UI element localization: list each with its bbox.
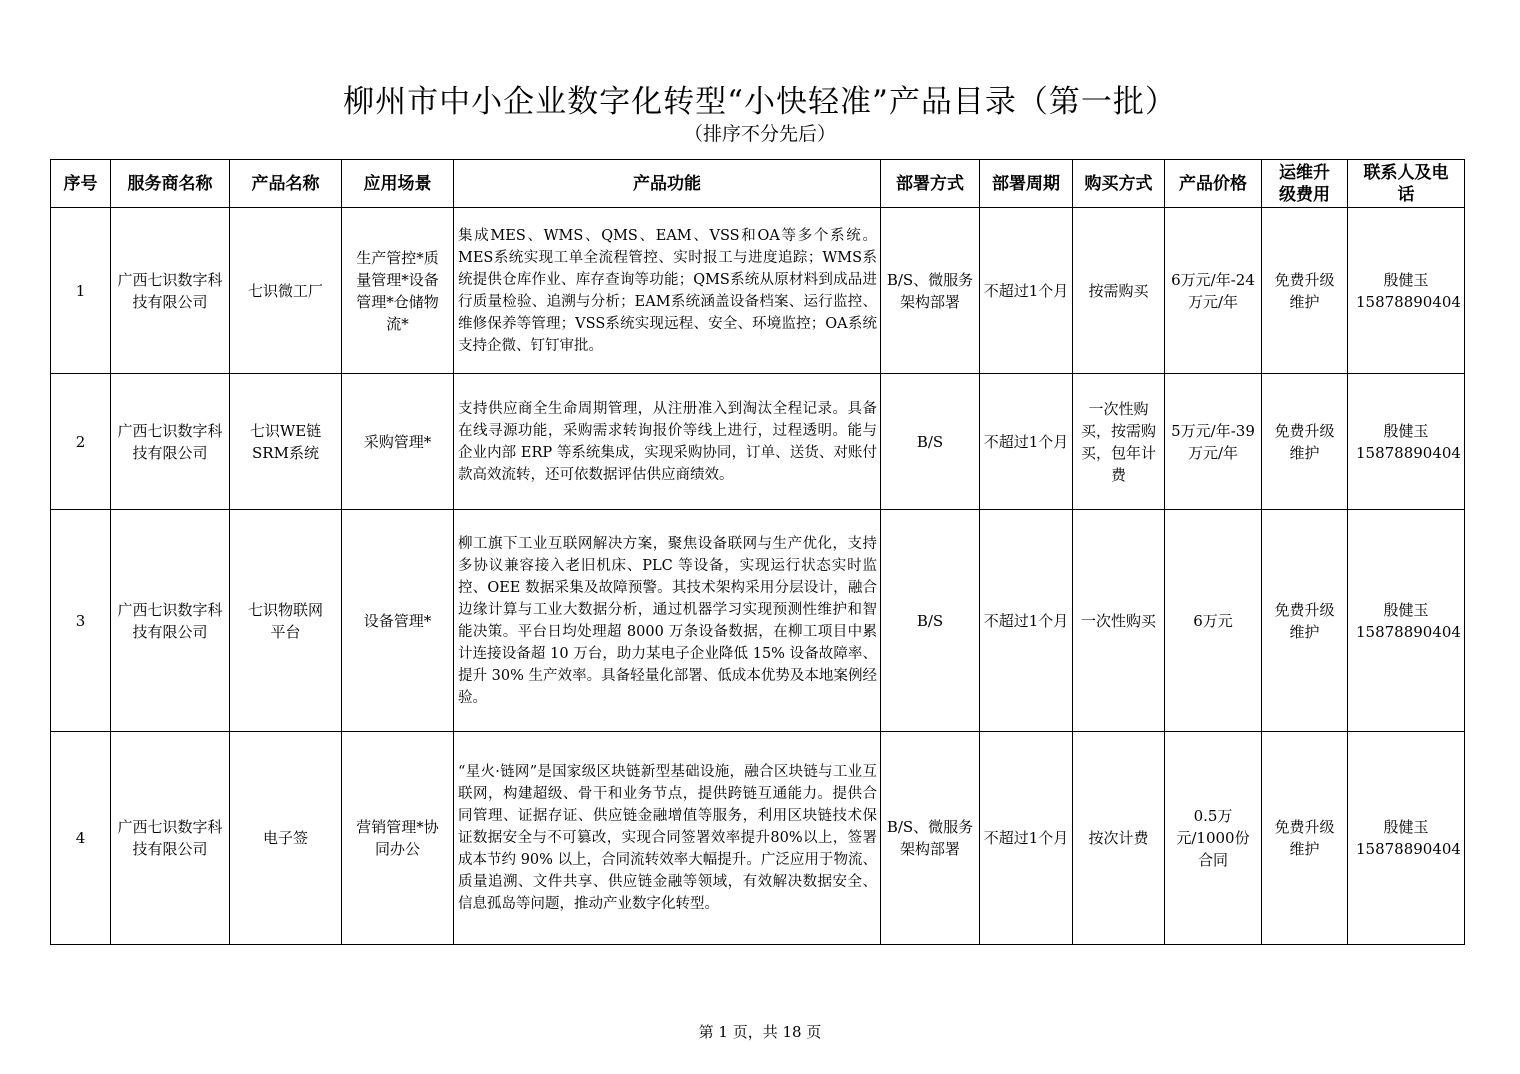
cell-price: 6万元 [1165,510,1262,732]
header-provider: 服务商名称 [111,160,230,208]
cell-function: 柳工旗下工业互联网解决方案，聚焦设备联网与生产优化，支持多协议兼容接入老旧机床、PLC 等设备，实现运行状态实时监控、OEE 数据采集及故障预警。其技术架构采用分层设计，融合边缘计算与工业大数据分析，通过机器学习实现预测性维护和智能决策。平台日均处理超 8000 万条设备数据，在柳工项目中累计连接设备超 10 万台，助力某电子企业降低 15% 设备故障率、提升 30% 生产效率。具备轻量化部署、低成本优势及本地案例经验。 [454,510,881,732]
cell-provider: 广西七识数字科技有限公司 [111,732,230,945]
cell-contact: 殷健玉15878890404 [1348,510,1465,732]
page-title: 柳州市中小企业数字化转型“小快轻准”产品目录（第一批） [343,84,1177,120]
cell-maintenance: 免费升级维护 [1262,208,1348,374]
cell-price: 0.5万元/1000份合同 [1165,732,1262,945]
cell-provider: 广西七识数字科技有限公司 [111,510,230,732]
cell-contact: 殷健玉15878890404 [1348,374,1465,510]
page-footer: 第 1 页，共 18 页 [698,1023,822,1041]
header-purchase: 购买方式 [1073,160,1165,208]
cell-provider: 广西七识数字科技有限公司 [111,208,230,374]
cell-purchase: 按需购买 [1073,208,1165,374]
cell-purchase: 按次计费 [1073,732,1165,945]
cell-scenario: 营销管理*协同办公 [342,732,454,945]
page-subtitle: （排序不分先后） [683,123,836,145]
cell-scenario: 采购管理* [342,374,454,510]
cell-deploy-mode: B/S、微服务架构部署 [881,208,980,374]
cell-product: 七识物联网平台 [230,510,342,732]
cell-contact: 殷健玉15878890404 [1348,732,1465,945]
table-row [51,510,1465,732]
cell-scenario: 生产管控*质量管理*设备管理*仓储物流* [342,208,454,374]
cell-function: 集成MES、WMS、QMS、EAM、VSS和OA等多个系统。MES系统实现工单全流程管控、实时报工与进度追踪；WMS系统提供仓库作业、库存查询等功能；QMS系统从原材料到成品进行质量检验、追溯与分析；EAM系统涵盖设备档案、运行监控、维修保养等管理；VSS系统实现远程、安全、环境监控；OA系统支持企微、钉钉审批。 [454,208,881,374]
cell-product: 七识微工厂 [230,208,342,374]
table-row [51,208,1465,374]
cell-price: 5万元/年-39万元/年 [1165,374,1262,510]
cell-price: 6万元/年-24万元/年 [1165,208,1262,374]
table-header-row [51,160,1465,208]
table-row [51,732,1465,945]
header-deploy-mode: 部署方式 [881,160,980,208]
header-deploy-cycle: 部署周期 [980,160,1073,208]
cell-product: 电子签 [230,732,342,945]
table-row [51,374,1465,510]
header-contact: 联系人及电话 [1348,160,1465,208]
cell-deploy-cycle: 不超过1个月 [980,732,1073,945]
cell-product: 七识WE链SRM系统 [230,374,342,510]
cell-no: 4 [51,732,111,945]
header-function: 产品功能 [454,160,881,208]
cell-deploy-cycle: 不超过1个月 [980,208,1073,374]
product-catalog-table [50,159,1465,945]
cell-function: “星火·链网”是国家级区块链新型基础设施，融合区块链与工业互联网，构建超级、骨干和业务节点，提供跨链互通能力。提供合同管理、证据存证、供应链金融增值等服务，利用区块链技术保证数据安全与不可篡改，实现合同签署效率提升80%以上，签署成本节约 90% 以上，合同流转效率大幅提升。广泛应用于物流、质量追溯、文件共享、供应链金融等领域，有效解决数据安全、信息孤岛等问题，推动产业数字化转型。 [454,732,881,945]
cell-purchase: 一次性购买，按需购买，包年计费 [1073,374,1165,510]
cell-no: 3 [51,510,111,732]
cell-maintenance: 免费升级维护 [1262,374,1348,510]
header-price: 产品价格 [1165,160,1262,208]
cell-deploy-mode: B/S、微服务架构部署 [881,732,980,945]
cell-scenario: 设备管理* [342,510,454,732]
cell-deploy-mode: B/S [881,374,980,510]
cell-deploy-cycle: 不超过1个月 [980,374,1073,510]
cell-no: 2 [51,374,111,510]
cell-maintenance: 免费升级维护 [1262,510,1348,732]
cell-maintenance: 免费升级维护 [1262,732,1348,945]
header-no: 序号 [51,160,111,208]
cell-no: 1 [51,208,111,374]
header-product: 产品名称 [230,160,342,208]
cell-deploy-mode: B/S [881,510,980,732]
cell-contact: 殷健玉15878890404 [1348,208,1465,374]
header-maintenance: 运维升级费用 [1262,160,1348,208]
cell-purchase: 一次性购买 [1073,510,1165,732]
cell-function: 支持供应商全生命周期管理，从注册准入到淘汰全程记录。具备在线寻源功能，采购需求转询报价等线上进行，过程透明。能与企业内部 ERP 等系统集成，实现采购协同，订单、送货、对账付款高效流转，还可依数据评估供应商绩效。 [454,374,881,510]
header-scenario: 应用场景 [342,160,454,208]
cell-provider: 广西七识数字科技有限公司 [111,374,230,510]
cell-deploy-cycle: 不超过1个月 [980,510,1073,732]
